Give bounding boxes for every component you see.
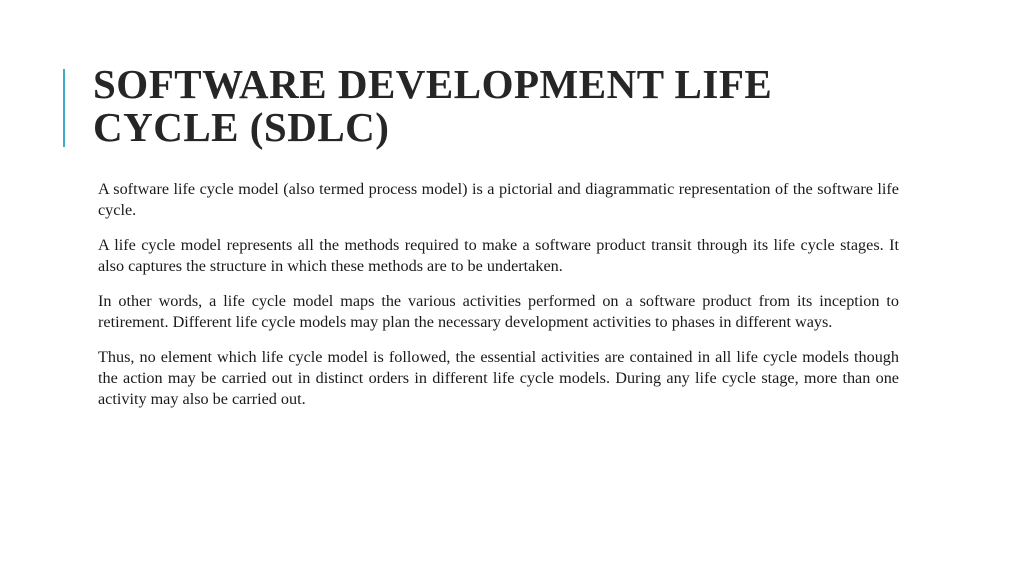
slide-title	[93, 63, 973, 149]
body-paragraph-3: In other words, a life cycle model maps the various activities performed on a software product from its inception to retirement. Different life cycle models may plan the necessary development activities to phases in different ways.	[98, 292, 899, 331]
slide-body	[98, 179, 899, 424]
title-accent-bar	[63, 69, 65, 147]
slide-title-line-1: SOFTWARE DEVELOPMENT LIFE	[93, 61, 773, 107]
slide-title-line-2: CYCLE (SDLC)	[93, 104, 390, 150]
body-paragraph-4: Thus, no element which life cycle model is followed, the essential activities are contained in all life cycle models though the action may be carried out in distinct orders in different life cycle models. During any life cycle stage, more than one activity may also be carried out.	[98, 348, 899, 408]
body-paragraph-2: A life cycle model represents all the methods required to make a software product transit through its life cycle stages. It also captures the structure in which these methods are to be undertaken.	[98, 236, 899, 275]
body-paragraph-1: A software life cycle model (also termed process model) is a pictorial and diagrammatic representation of the software life cycle.	[98, 180, 899, 219]
